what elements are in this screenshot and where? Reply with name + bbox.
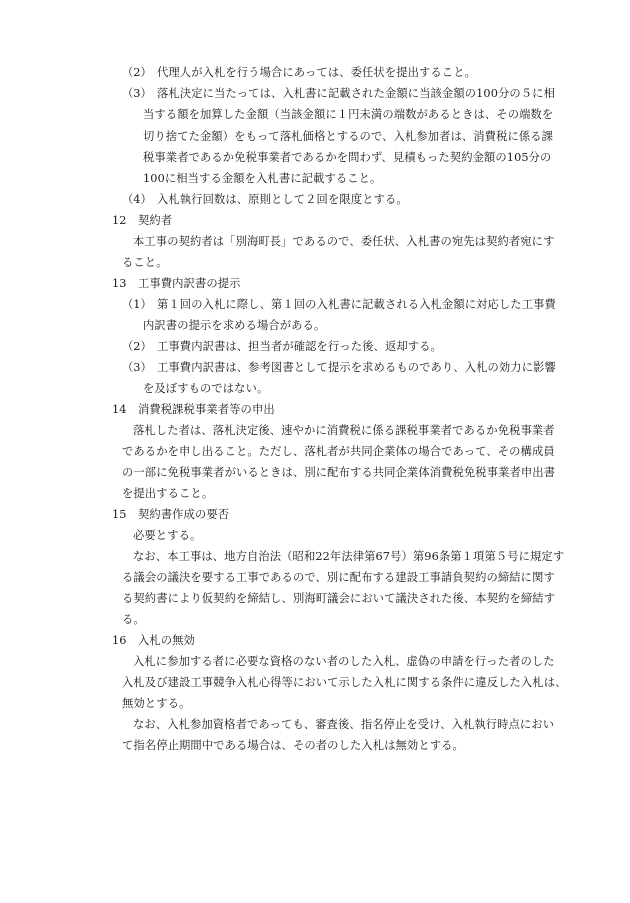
paragraph-line: る議会の議決を要する工事であるので、別に配布する建設工事請負契約の締結に関す [122, 571, 555, 584]
section-heading: 12 契約者 [112, 214, 173, 227]
paragraph-line: を提出すること。 [122, 487, 214, 500]
item-number: （2） [122, 66, 152, 79]
item-number: （3） [122, 361, 152, 374]
paragraph-line: 入札及び建設工事競争入札心得等において示した入札に関する条件に違反した入札は、 [122, 676, 567, 689]
section-heading: 16 入札の無効 [112, 634, 195, 647]
paragraph-line: る契約書により仮契約を締結し、別海町議会において議決された後、本契約を締結す [122, 592, 556, 605]
item-text-line: 落札決定に当たっては、入札書に記載された金額に当該金額の100分の５に相 [157, 87, 555, 100]
paragraph-line: 本工事の契約者は「別海町長」であるので、委任状、入札書の宛先は契約者宛にす [133, 235, 555, 248]
section-heading: 15 契約書作成の要否 [112, 508, 230, 521]
paragraph-line: の一部に免税事業者がいるときは、別に配布する共同企業体消費税免税事業者申出書 [122, 466, 556, 479]
item-number: （3） [122, 87, 152, 100]
item-number: （2） [122, 340, 152, 353]
item-number: （4） [122, 193, 152, 206]
paragraph-line: なお、本工事は、地方自治法（昭和22年法律第67号）第96条第１項第５号に規定す [133, 550, 565, 563]
item-text-line: 第１回の入札に際し、第１回の入札書に記載される入札金額に対応した工事費 [157, 298, 556, 311]
item-text-line: 工事費内訳書は、担当者が確認を行った後、返却する。 [157, 340, 442, 353]
paragraph-line: ること。 [122, 256, 168, 269]
paragraph-line: て指名停止期間中である場合は、その者のした入札は無効とする。 [122, 739, 464, 752]
paragraph-line: 無効とする。 [122, 697, 191, 710]
section-heading: 14 消費税課税事業者等の申出 [112, 403, 275, 416]
paragraph-line: なお、入札参加資格者であっても、審査後、指名停止を受け、入札執行時点におい [133, 718, 555, 731]
item-text-line: 切り捨てた金額）をもって落札価格とするので、入札参加者は、消費税に係る課 [143, 130, 554, 143]
paragraph-line: 入札に参加する者に必要な資格のない者のした入札、虚偽の申請を行った者のした [133, 655, 555, 668]
item-text-line: 当する額を加算した金額（当該金額に１円未満の端数があるときは、その端数を [143, 108, 554, 121]
paragraph-line: る。 [122, 613, 145, 626]
item-text-line: 税事業者であるか免税事業者であるかを問わず、見積もった契約金額の105分の [143, 151, 552, 164]
item-text-line: を及ぼすものではない。 [143, 382, 269, 395]
item-number: （1） [122, 298, 152, 311]
item-text-line: 工事費内訳書は、参考図書として提示を求めるものであり、入札の効力に影響 [157, 361, 556, 374]
section-heading: 13 工事費内訳書の提示 [112, 277, 241, 290]
item-text-line: 入札執行回数は、原則として２回を限度とする。 [157, 193, 408, 206]
item-text-line: 代理人が入札を行う場合にあっては、委任状を提出すること。 [157, 66, 477, 79]
paragraph-line: であるかを申し出ること。ただし、落札者が共同企業体の場合であって、その構成員 [122, 445, 555, 458]
item-text-line: 100に相当する金額を入札書に記載すること。 [143, 172, 382, 185]
paragraph-line: 落札した者は、落札決定後、速やかに消費税に係る課税事業者であるか免税事業者 [133, 424, 555, 437]
item-text-line: 内訳書の提示を求める場合がある。 [143, 319, 326, 332]
paragraph-line: 必要とする。 [133, 529, 202, 542]
